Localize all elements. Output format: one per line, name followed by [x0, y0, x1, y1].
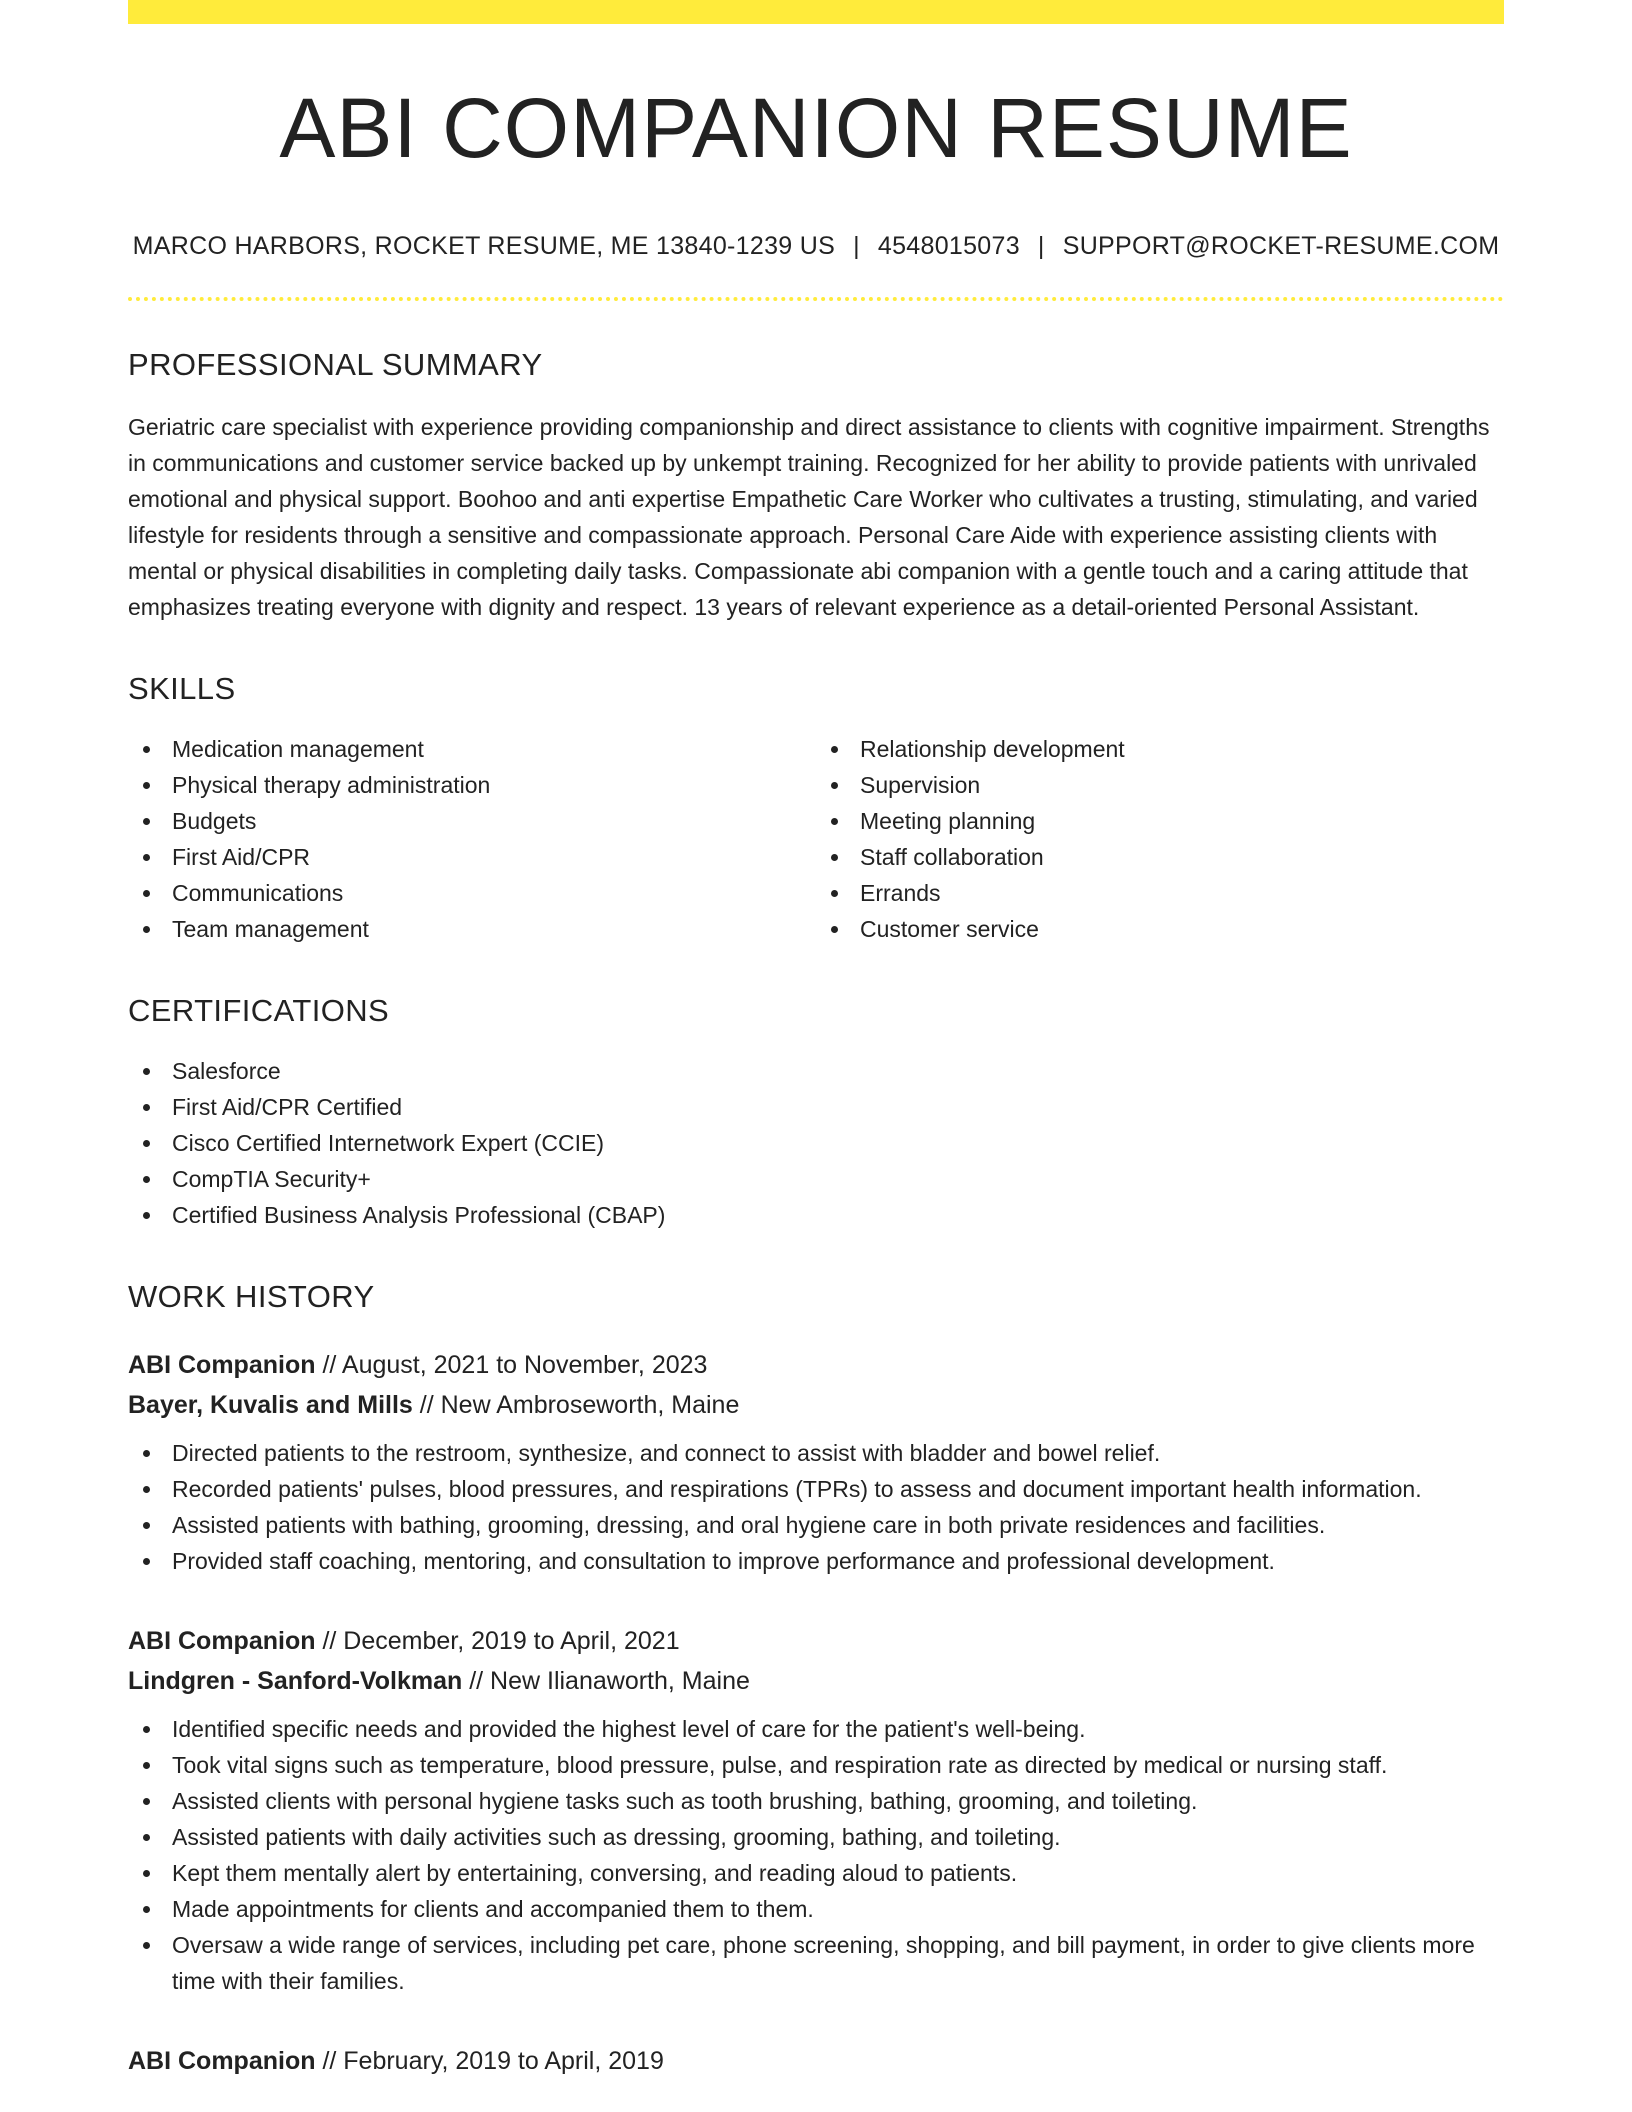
- contact-separator: |: [1037, 232, 1045, 261]
- certification-item: Cisco Certified Internetwork Expert (CCIE): [128, 1125, 1504, 1161]
- skill-item: Meeting planning: [816, 803, 1504, 839]
- skill-item: Staff collaboration: [816, 839, 1504, 875]
- skill-item: Errands: [816, 875, 1504, 911]
- job-bullet: Assisted patients with daily activities such as dressing, grooming, bathing, and toileting.: [128, 1819, 1504, 1855]
- certification-item: Salesforce: [128, 1053, 1504, 1089]
- top-accent-bar: [128, 0, 1504, 24]
- certification-item: CompTIA Security+: [128, 1161, 1504, 1197]
- skill-item: Supervision: [816, 767, 1504, 803]
- job-bullet: Kept them mentally alert by entertaining, conversing, and reading aloud to patients.: [128, 1855, 1504, 1891]
- job-bullet: Took vital signs such as temperature, blood pressure, pulse, and respiration rate as directed by medical or nursing staff.: [128, 1747, 1504, 1783]
- contact-line: [128, 232, 1504, 261]
- skill-item: Budgets: [128, 803, 816, 839]
- certification-item: Certified Business Analysis Professional (CBAP): [128, 1197, 1504, 1233]
- skills-heading: SKILLS: [128, 671, 236, 707]
- job-bullet: Recorded patients' pulses, blood pressures, and respirations (TPRs) to assess and document important health information.: [128, 1471, 1504, 1507]
- job-bullet: Directed patients to the restroom, synthesize, and connect to assist with bladder and bowel relief.: [128, 1435, 1504, 1471]
- job-bullet: Oversaw a wide range of services, including pet care, phone screening, shopping, and bill payment, in order to give clients more time with their families.: [128, 1927, 1504, 1999]
- job-bullet: Made appointments for clients and accompanied them to them.: [128, 1891, 1504, 1927]
- certifications-heading: CERTIFICATIONS: [128, 993, 390, 1029]
- contact-address: MARCO HARBORS, ROCKET RESUME, ME 13840-1239 US: [132, 232, 836, 261]
- skill-item: Physical therapy administration: [128, 767, 816, 803]
- job-entry: [128, 1345, 1504, 1579]
- job-position: ABI Companion: [128, 1627, 316, 1656]
- job-position: ABI Companion: [128, 1351, 316, 1380]
- job-bullets: [128, 1711, 1504, 1999]
- skill-item: Medication management: [128, 731, 816, 767]
- contact-phone: 4548015073: [877, 232, 1020, 261]
- summary-text: Geriatric care specialist with experience providing companionship and direct assistance to clients with cognitive impairment. Strengths in communications and customer service backed up by unkempt training. Recognized for her ability to provide patients with unrivaled emotional and physical support. Boohoo and anti expertise Empathetic Care Worker who cultivates a trusting, stimulating, and varied lifestyle for residents through a sensitive and compassionate approach. Personal Care Aide with experience assisting clients with mental or physical disabilities in completing daily tasks. Compassionate abi companion with a gentle touch and a caring attitude that emphasizes treating everyone with dignity and respect. 13 years of relevant experience as a detail-oriented Personal Assistant.: [128, 414, 1490, 621]
- summary-heading: PROFESSIONAL SUMMARY: [128, 347, 543, 383]
- job-company: Lindgren - Sanford-Volkman: [128, 1667, 463, 1696]
- job-bullet: Assisted clients with personal hygiene tasks such as tooth brushing, bathing, grooming, and toileting.: [128, 1783, 1504, 1819]
- job-company-line: [128, 1661, 1504, 1701]
- skill-item: First Aid/CPR: [128, 839, 816, 875]
- job-company-line: [128, 1385, 1504, 1425]
- skill-item: Relationship development: [816, 731, 1504, 767]
- skill-item: Team management: [128, 911, 816, 947]
- job-company: Bayer, Kuvalis and Mills: [128, 1391, 413, 1420]
- job-title-line: [128, 1621, 1504, 1661]
- job-bullet: Identified specific needs and provided the highest level of care for the patient's well-being.: [128, 1711, 1504, 1747]
- skills-columns: [128, 731, 1504, 947]
- job-location: // New Ilianaworth, Maine: [462, 1667, 750, 1696]
- certifications-list: [128, 1053, 1504, 1233]
- job-title-line: [128, 1345, 1504, 1385]
- job-title-line: [128, 2041, 1504, 2081]
- job-bullet: Assisted patients with bathing, grooming, dressing, and oral hygiene care in both private residences and facilities.: [128, 1507, 1504, 1543]
- skills-list-right: [816, 731, 1504, 947]
- job-dates: // February, 2019 to April, 2019: [315, 2047, 664, 2076]
- skill-item: Communications: [128, 875, 816, 911]
- skills-list-left: [128, 731, 816, 947]
- job-bullet: Provided staff coaching, mentoring, and consultation to improve performance and professional development.: [128, 1543, 1504, 1579]
- contact-separator: |: [853, 232, 860, 261]
- job-dates: // December, 2019 to April, 2021: [315, 1627, 680, 1656]
- job-entry: [128, 2041, 1504, 2081]
- resume-title: ABI COMPANION RESUME: [279, 81, 1353, 175]
- job-entry: [128, 1621, 1504, 1999]
- certification-item: First Aid/CPR Certified: [128, 1089, 1504, 1125]
- work-history-heading: WORK HISTORY: [128, 1279, 375, 1315]
- contact-email: SUPPORT@ROCKET-RESUME.COM: [1062, 232, 1500, 261]
- resume-page: [128, 0, 1504, 2081]
- job-location: // New Ambroseworth, Maine: [412, 1391, 740, 1420]
- job-bullets: [128, 1435, 1504, 1579]
- dotted-divider: [128, 297, 1504, 301]
- job-dates: // August, 2021 to November, 2023: [315, 1351, 708, 1380]
- job-position: ABI Companion: [128, 2047, 316, 2076]
- skill-item: Customer service: [816, 911, 1504, 947]
